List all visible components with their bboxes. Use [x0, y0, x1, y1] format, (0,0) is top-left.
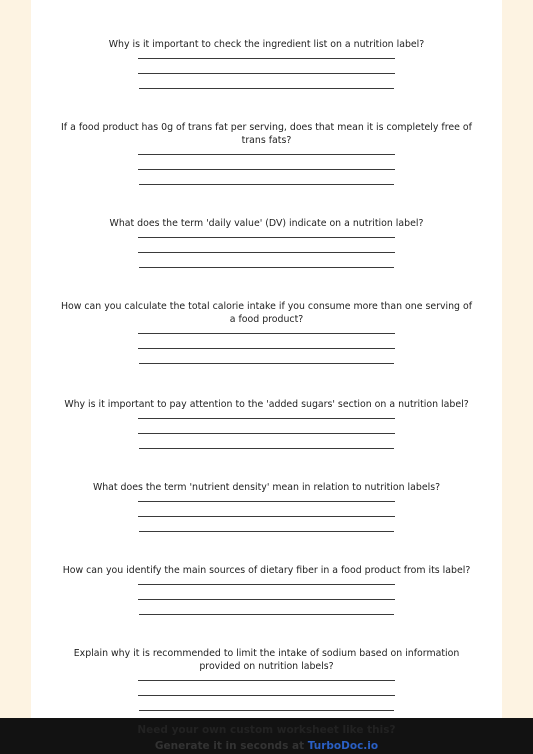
answer-lines: [31, 154, 502, 185]
answer-lines: [31, 333, 502, 364]
question-text: If a food product has 0g of trans fat per serving, does that mean it is completely free of trans fats?: [61, 122, 472, 146]
promo-subtitle: [31, 740, 502, 752]
answer-line[interactable]: [138, 237, 395, 238]
answer-line[interactable]: [138, 154, 395, 155]
answer-line[interactable]: [138, 584, 395, 585]
answer-line[interactable]: [139, 448, 394, 449]
promo-link[interactable]: TurboDoc.io: [307, 740, 379, 752]
answer-lines: [31, 418, 502, 449]
answer-line[interactable]: [138, 599, 395, 600]
question-4: [31, 300, 502, 378]
answer-lines: [31, 237, 502, 268]
answer-line[interactable]: [138, 252, 395, 253]
question-text: What does the term 'daily value' (DV) indicate on a nutrition label?: [109, 218, 424, 229]
answer-line[interactable]: [139, 710, 394, 711]
answer-line[interactable]: [138, 418, 395, 419]
question-text: Explain why it is recommended to limit the intake of sodium based on information provided on nutrition labels?: [73, 648, 460, 672]
answer-line[interactable]: [138, 501, 395, 502]
answer-line[interactable]: [138, 333, 395, 334]
worksheet-page: [31, 0, 502, 750]
question-3: [31, 217, 502, 282]
answer-lines: [31, 584, 502, 615]
answer-line[interactable]: [139, 88, 394, 89]
question-text: What does the term 'nutrient density' mean in relation to nutrition labels?: [92, 482, 441, 493]
answer-line[interactable]: [138, 433, 395, 434]
promo-subtitle-text: Generate it in seconds at: [154, 740, 308, 752]
question-8: [31, 647, 502, 725]
answer-line[interactable]: [138, 169, 395, 170]
question-text: Why is it important to pay attention to the 'added sugars' section on a nutrition label?: [64, 399, 469, 410]
answer-line[interactable]: [139, 184, 394, 185]
question-text: How can you calculate the total calorie intake if you consume more than one serving of a food product?: [60, 301, 473, 325]
promo-title: Need your own custom worksheet like this?: [137, 724, 396, 736]
answer-line[interactable]: [138, 516, 395, 517]
answer-line[interactable]: [139, 614, 394, 615]
answer-line[interactable]: [138, 348, 395, 349]
question-text: Why is it important to check the ingredient list on a nutrition label?: [108, 39, 425, 50]
question-5: [31, 398, 502, 463]
answer-line[interactable]: [138, 695, 395, 696]
question-text: How can you identify the main sources of dietary fiber in a food product from its label?: [62, 565, 471, 576]
answer-lines: [31, 680, 502, 711]
answer-lines: [31, 58, 502, 89]
answer-line[interactable]: [138, 680, 395, 681]
question-6: [31, 481, 502, 546]
question-1: [31, 38, 502, 103]
answer-lines: [31, 501, 502, 532]
answer-line[interactable]: [138, 58, 395, 59]
answer-line[interactable]: [139, 531, 394, 532]
question-7: [31, 564, 502, 629]
answer-line[interactable]: [138, 73, 395, 74]
question-2: [31, 121, 502, 199]
answer-line[interactable]: [139, 267, 394, 268]
answer-line[interactable]: [139, 363, 394, 364]
